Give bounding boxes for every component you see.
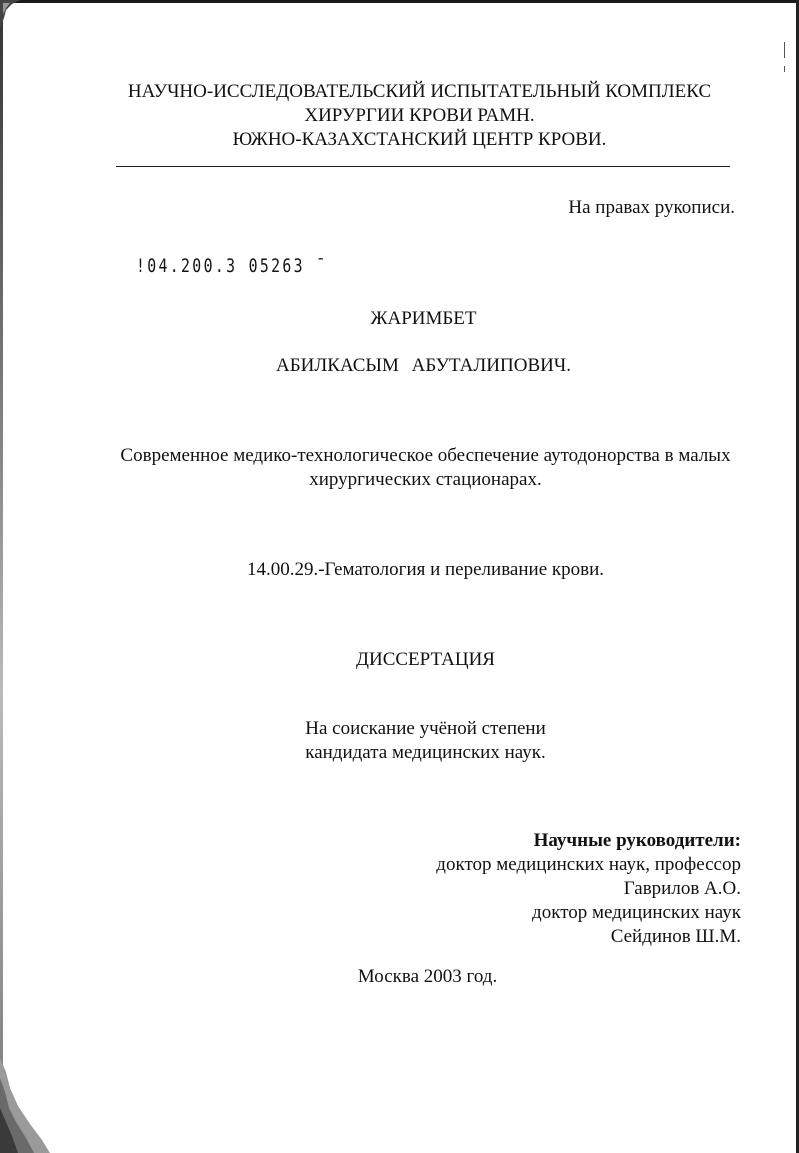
institution-line-1: НАУЧНО-ИССЛЕДОВАТЕЛЬСКИЙ ИСПЫТАТЕЛЬНЫЙ КОМПЛЕКС — [127, 81, 712, 102]
thesis-title — [26, 444, 799, 492]
degree-line-2: кандидата медицинских наук. — [305, 742, 546, 763]
scientific-advisors — [436, 829, 741, 949]
institution-line-2: ХИРУРГИИ КРОВИ РАМН. — [304, 105, 535, 126]
scan-corner-bottom-left — [0, 1058, 50, 1153]
registration-stamp: !04.200.3 05263 ˉ — [136, 255, 328, 277]
scan-mark — [784, 66, 785, 72]
institution-line-3: ЮЖНО-КАЗАХСТАНСКИЙ ЦЕНТР КРОВИ. — [232, 129, 607, 150]
thesis-title-line-1: Современное медико-технологическое обеспечение аутодонорства в малых — [120, 445, 731, 466]
place-and-year: Москва 2003 год. — [357, 966, 498, 987]
advisor-1-title: доктор медицинских наук, профессор — [436, 854, 741, 875]
rights-note: На правах рукописи. — [568, 197, 735, 218]
advisor-2-name: Сейдинов Ш.М. — [610, 926, 741, 947]
scan-edge-top — [0, 0, 799, 3]
header-divider — [116, 166, 730, 167]
advisors-heading: Научные руководители: — [533, 830, 741, 851]
author-given-names — [24, 354, 799, 378]
scan-corner-top-left — [0, 0, 22, 28]
specialty-code: 14.00.29.-Гематология и переливание крови. — [246, 559, 604, 580]
scan-mark — [784, 42, 785, 58]
scan-edge-left — [0, 0, 3, 1153]
advisor-2-title: доктор медицинских наук — [532, 902, 741, 923]
institution-header — [20, 80, 799, 152]
thesis-title-line-2: хирургических стационарах. — [309, 469, 542, 490]
degree-statement — [26, 717, 799, 765]
document-type: ДИССЕРТАЦИЯ — [356, 649, 495, 670]
advisor-1-name: Гаврилов А.О. — [623, 878, 741, 899]
author-given-names-text: АБИЛКАСЫМ АБУТАЛИПОВИЧ. — [276, 355, 571, 376]
degree-line-1: На соискание учёной степени — [305, 718, 546, 739]
author-surname: ЖАРИМБЕТ — [370, 308, 477, 329]
